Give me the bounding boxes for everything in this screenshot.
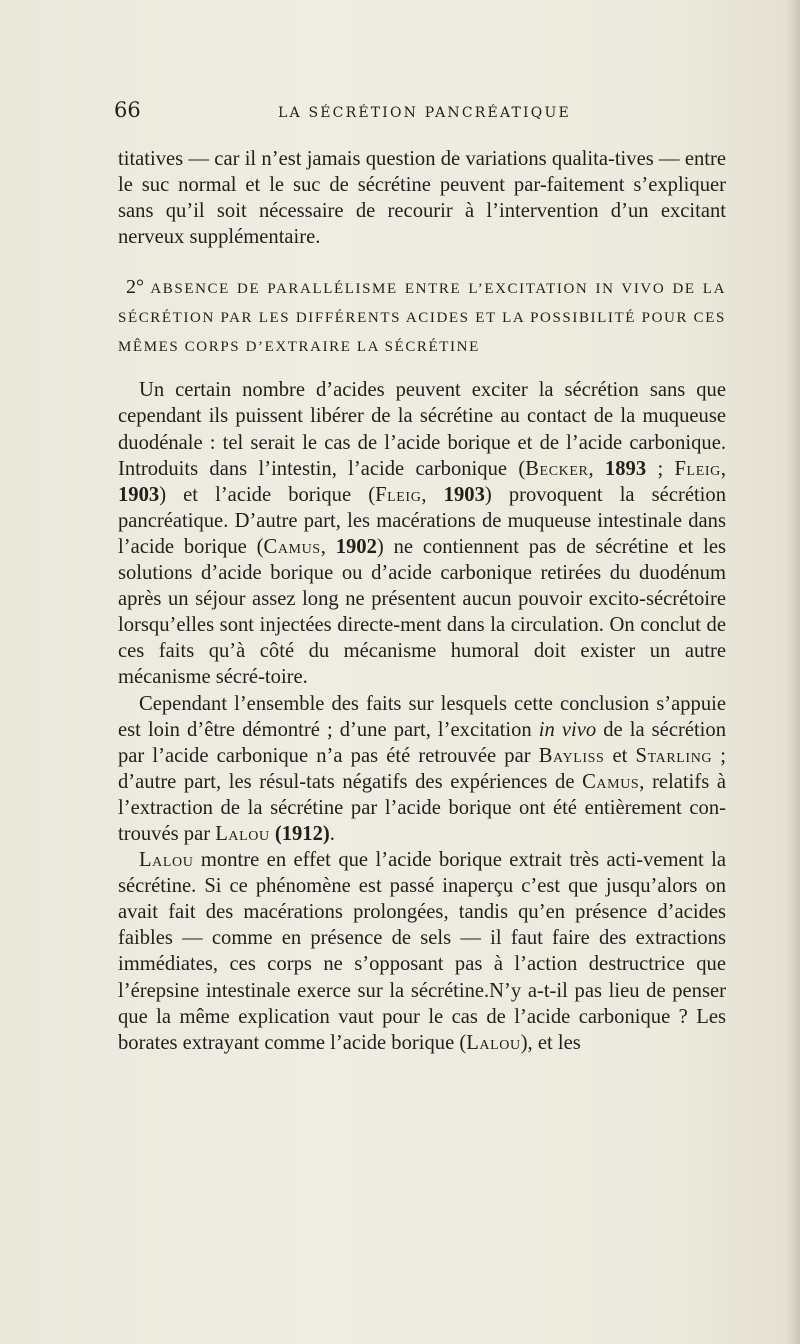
author-name: Becker (525, 457, 589, 480)
year: 1903 (443, 483, 485, 506)
section-heading (118, 273, 726, 362)
author-name: Fleig (375, 483, 422, 506)
year: 1903 (118, 483, 160, 506)
italic-term: in vivo (538, 718, 597, 741)
page-edge-shadow (786, 0, 800, 1344)
paragraph-lalou: Lalou montre en effet que l’acide borique extrait très acti-vement la sécrétine. Si ce phénomène est passé inaperçu c’est que jusqu’alors on avait fait des macérations prolongées, tandis qu’en présence d’acides faibles — comme en présence de sels — il faut faire des extractions immédiates, ces corps ne s’opposant pas à l’action destructrice que l’érepsine intestinale exerce sur la sécrétine.N’y a-t-il pas lieu de penser que la même explication vaut pour le cas de l’acide carbonique ? Les borates extrayant comme l’acide borique (Lalou), et les (118, 849, 726, 1054)
year: (1912) (274, 822, 330, 845)
paragraph-acides: Un certain nombre d’acides peuvent exciter la sécrétion sans que cependant ils puissent libérer de la sécrétine au contact de la muqueuse duodénale : tel serait le cas de l’acide borique et de l’acide carbonique. Introduits dans l’intestin, l’acide carbonique (Becker, 1893 ; Fleig, 1903) et l’acide borique (Fleig, 1903) provoquent la sécrétion pancréatique. D’autre part, les macérations de muqueuse intestinale dans l’acide borique (Camus, 1902) ne contiennent pas de sécrétine et les solutions d’acide borique ou d’acide carbonique retirées du duodénum après un séjour assez long ne présentent aucun pouvoir excito-sécrétoire lorsqu’elles sont injectées directe-ment dans la circulation. On conclut de ces faits qu’à côté du mécanisme humoral doit exister un autre mécanisme sécré-toire. (118, 379, 726, 689)
author-name: Fleig (674, 457, 721, 480)
section-number: 2° (126, 276, 144, 299)
author-name: Lalou (215, 822, 270, 845)
page-number: 66 (114, 98, 141, 122)
author-name: Camus (582, 770, 640, 793)
page-header (114, 98, 714, 128)
paragraph-cependant: Cependant l’ensemble des faits sur lesquels cette conclusion s’appuie est loin d’être démontré ; d’une part, l’excitation in vivo de la sécrétion par l’acide carbonique n’a pas été retrouvée par Bayliss et Starling ; d’autre part, les résul-tats négatifs des expériences de Camus, relatifs à l’extraction de la sécrétine par l’acide borique ont été entièrement con-trouvés par Lalou (1912). (118, 692, 727, 845)
author-name: Camus (263, 535, 321, 558)
paragraph-continuation: titatives — car il n’est jamais question de variations qualita-tives — entre le suc normal et le suc de sécrétine peuvent par-faitement s’expliquer sans qu’il soit nécessaire de recourir à l’intervention d’un excitant nerveux supplémentaire. (118, 148, 726, 249)
author-name: Lalou (466, 1031, 521, 1054)
body-text (118, 146, 726, 1056)
running-head: LA SÉCRÉTION PANCRÉATIQUE (278, 105, 571, 121)
author-name: Starling (635, 744, 713, 767)
section-title-text: ABSENCE DE PARALLÉLISME ENTRE L’EXCITATION IN VIVO DE LA SÉCRÉTION PAR LES DIFFÉRENTS ACIDES ET LA POSSIBILITÉ POUR CES MÊMES CORPS D’EXTRAIRE LA SÉCRÉTINE (118, 281, 726, 356)
year: 1893 (604, 457, 647, 480)
author-name: Bayliss (538, 744, 605, 767)
year: 1902 (335, 535, 377, 558)
author-name: Lalou (139, 849, 194, 872)
